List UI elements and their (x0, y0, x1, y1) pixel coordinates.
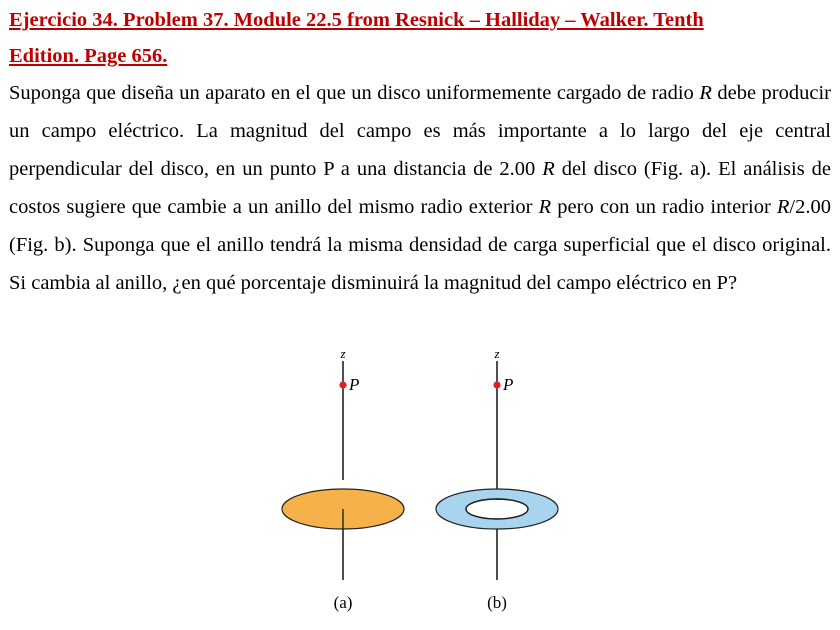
text-segment: del disco (Fig. a). El análisis de costos sugiere que cambie a un anillo del mismo radio exterior (9, 158, 831, 218)
problem-statement (9, 74, 831, 302)
italic-variable: R (538, 196, 552, 218)
charged-ring (436, 489, 558, 529)
point-p-label-b: P (503, 375, 514, 394)
text-segment: pero con un radio interior (551, 196, 777, 218)
figure-b (436, 346, 558, 612)
title-line-1: Ejercicio 34. Problem 37. Module 22.5 from Resnick – Halliday – Walker. Tenth (9, 9, 704, 31)
exercise-title (9, 2, 831, 74)
z-axis-label-b: z (494, 346, 500, 361)
z-axis-label-a: z (340, 346, 346, 361)
text-segment: Suponga que diseña un aparato en el que un disco uniformemente cargado de radio (9, 82, 700, 104)
text-segment: /2.00 (Fig. b). Suponga que el anillo tendrá la misma densidad de carga superficial que el disco original. Si cambia al anillo, ¿en qué porcentaje disminuirá la magnitud del campo eléctrico en P? (9, 196, 831, 294)
point-p-label-a: P (349, 375, 360, 394)
title-line-2: Edition. Page 656. (9, 45, 168, 67)
point-p-b (493, 381, 500, 388)
figure (0, 338, 840, 625)
caption-b: (b) (487, 593, 507, 612)
italic-variable: R (776, 196, 790, 218)
text-segment: debe producir un campo eléctrico. La magnitud del campo es más importante a lo largo del eje central perpendicular del disco, en un punto P a una distancia de 2.00 (9, 82, 831, 180)
point-p-a (339, 381, 346, 388)
italic-variable: R (542, 158, 555, 180)
italic-variable: R (699, 82, 712, 104)
figure-a (282, 346, 404, 612)
disk-ring-diagram (0, 338, 840, 625)
caption-a: (a) (333, 593, 353, 612)
ring-hole (466, 499, 528, 519)
